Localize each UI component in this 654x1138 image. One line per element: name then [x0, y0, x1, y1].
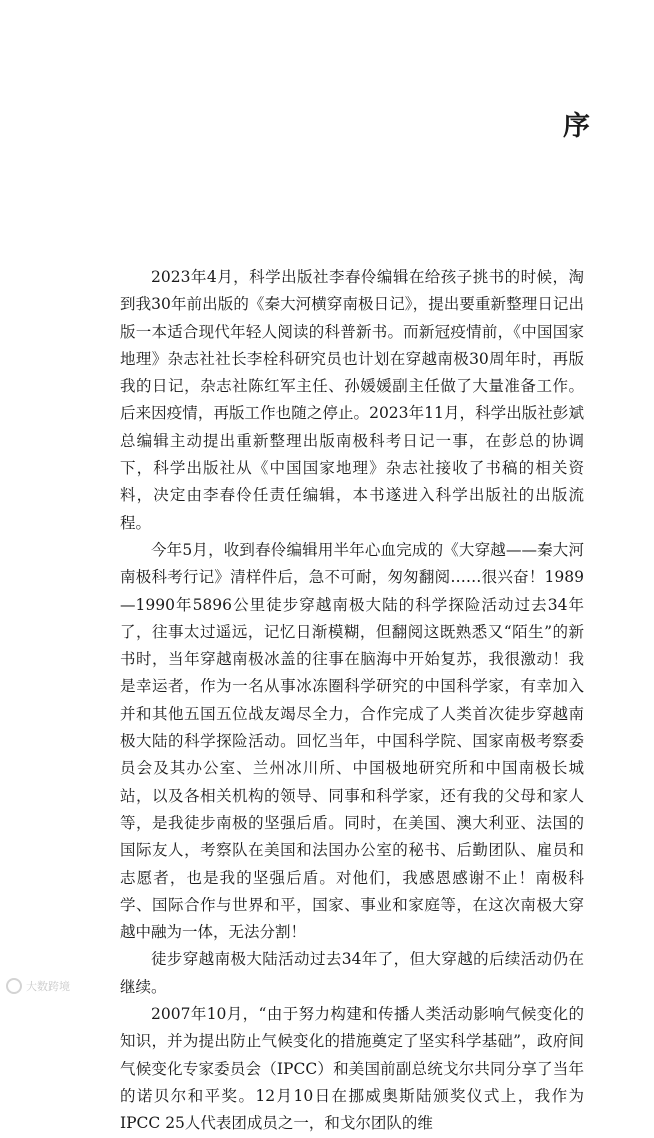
body-text [120, 264, 584, 1138]
watermark-text: 大数跨境 [26, 980, 70, 993]
paragraph: 2007年10月，“由于努力构建和传播人类活动影响气候变化的知识，并为提出防止气候变化的措施奠定了坚实科学基础”，政府间气候变化专家委员会（IPCC）和美国前副总统戈尔共同分享了当年的诺贝尔和平奖。12月10日在挪威奥斯陆颁奖仪式上，我作为IPCC 25人代表团成员之一，和戈尔团队的维 [120, 1005, 584, 1133]
page-title: 序 [563, 111, 592, 142]
watermark-logo-icon [6, 978, 22, 994]
paragraph: 2023年4月，科学出版社李春伶编辑在给孩子挑书的时候，淘到我30年前出版的《秦大河横穿南极日记》，提出要重新整理日记出版一本适合现代年轻人阅读的科普新书。而新冠疫情前，《中国国家地理》杂志社社长李栓科研究员也计划在穿越南极30周年时，再版我的日记，杂志社陈红军主任、孙媛媛副主任做了大量准备工作。后来因疫情，再版工作也随之停止。2023年11月，科学出版社彭斌总编辑主动提出重新整理出版南极科考日记一事，在彭总的协调下，科学出版社从《中国国家地理》杂志社接收了书稿的相关资料，决定由李春伶任责任编辑，本书遂进入科学出版社的出版流程。 [120, 268, 584, 532]
paragraph: 今年5月，收到春伶编辑用半年心血完成的《大穿越——秦大河南极科考行记》清样件后，急不可耐，匆匆翻阅……很兴奋！1989—1990年5896公里徒步穿越南极大陆的科学探险活动过去34年了，往事太过遥远，记忆日渐模糊，但翻阅这既熟悉又“陌生”的新书时，当年穿越南极冰盖的往事在脑海中开始复苏，我很激动！我是幸运者，作为一名从事冰冻圈科学研究的中国科学家，有幸加入并和其他五国五位战友竭尽全力，合作完成了人类首次徒步穿越南极大陆的科学探险活动。回忆当年，中国科学院、国家南极考察委员会及其办公室、兰州冰川所、中国极地研究所和中国南极长城站，以及各相关机构的领导、同事和科学家，还有我的父母和家人等，是我徒步南极的坚强后盾。同时，在美国、澳大利亚、法国的国际友人，考察队在美国和法国办公室的秘书、后勤团队、雇员和志愿者，也是我的坚强后盾。对他们，我感恩感谢不止！南极科学、国际合作与世界和平，国家、事业和家庭等，在这次南极大穿越中融为一体，无法分割！ [120, 540, 584, 942]
watermark [6, 978, 70, 994]
paragraph: 徒步穿越南极大陆活动过去34年了，但大穿越的后续活动仍在继续。 [120, 950, 584, 996]
